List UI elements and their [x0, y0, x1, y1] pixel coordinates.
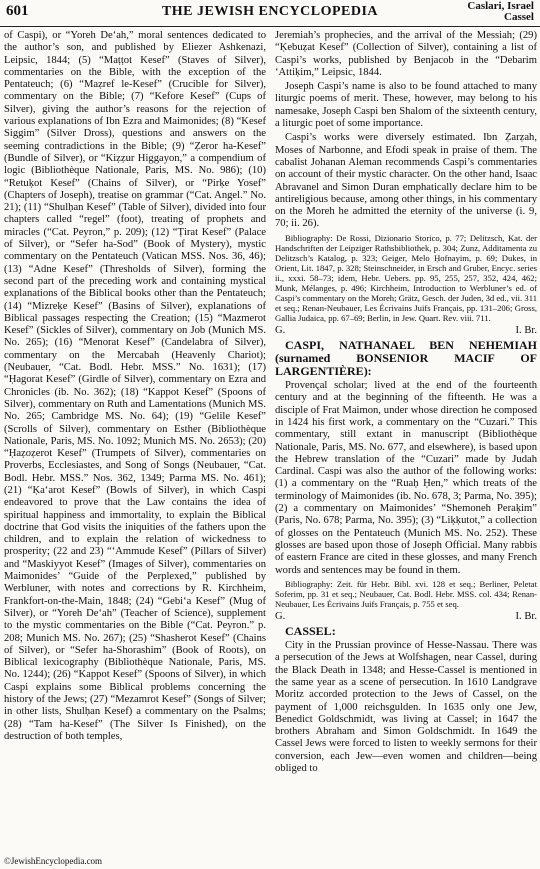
page-number: 601 [6, 3, 29, 19]
paragraph: Provençal scholar; lived at the end of the fourteenth century and at the beginning of the fifteenth. He was a disciple of Frat Maimon, under whose direction he composed in 1424 his first work, a commentary on the “Cuzari.” This commentary, still extant in manuscript (Bibliothèque Nationale, Paris, MS. No. 677, and elsewhere), is based upon the Hebrew translation of the “Cuzari” made by Judah Cardinal. Caspi was also the author of the following works: (1) a commentary on the “Ruaḥ Ḥen,” which treats of the terminology of Maimonides (ib. No. 678, 3; Parma, No. 395); (2) a commentary on Maimonides’ “Shemoneh Peraḳim” (Paris, No. 678; Parma, No. 395); (3) “Liḳḳutot,” a collection of glosses on the Pentateuch (Munich MS. No. 252). These glosses are based upon those of Joseph Official. Many rabbis of eastern France are cited in these glosses, and many French words and sentences may be found in them. [275, 380, 537, 576]
right-column [275, 30, 537, 848]
entry-title: CASSEL: [285, 624, 336, 639]
signature-initial: G. [275, 324, 286, 336]
running-title: THE JEWISH ENCYCLOPEDIA [161, 4, 379, 19]
page-header [0, 0, 540, 27]
left-column [4, 30, 266, 848]
site-credit: ©JewishEncyclopedia.com [4, 856, 103, 866]
paragraph: Jeremiah’s prophecies, and the arrival of the Messiah; (29) “Ḳebuẓat Kesef” (Collection of Silver), containing a list of Caspi’s works, published by Benjacob in the “Debarim ‘Attiḳim,” Leipsic, 1844. [275, 30, 537, 78]
paragraph: City in the Prussian province of Hesse-Nassau. There was a persecution of the Jews at Wolfshagen, near Cassel, during the Black Death in 1348; and Hesse-Cassel is mentioned in the same year as a scene of persecution. In 1610 Landgrave Moritz accorded protection to the Jews of Cassel, on the payment of 1,000 reichsgulden. In 1635 only one Jew, Benedict Goldschmidt, was living at Cassel; in 1647 the brothers Abraham and Simon Goldschmidt. In 1649 the Cassel Jews were forced to listen to weekly sermons for their conversion, each Jew—even women and children—being obliged to [275, 640, 537, 775]
bibliography: Bibliography: Zeit. für Hebr. Bibl. xvi. 128 et seq.; Berliner, Peletat Soferim, pp. 31 et seq.; Neubauer, Cat. Bodl. Hebr. MSS. col. 434; Renan-Neubauer, Les Écrivains Juifs Français, p. 755 et seq. [275, 578, 537, 609]
author-signature [275, 611, 537, 623]
guide-word-last: Cassel [504, 11, 534, 23]
signature-initial: G. [275, 610, 286, 622]
guide-word-first: Caslari, Israel [467, 0, 534, 12]
paragraph: Joseph Caspi’s name is also to be found attached to many liturgic poems of merit. These, however, may belong to his namesake, Joseph Caspi ben Shalom of the sixteenth century, a liturgic poet of some importance. [275, 81, 537, 130]
signature-author: I. Br. [515, 324, 537, 336]
bibliography: Bibliography: De Rossi, Dizionario Storico, p. 77; Delitzsch, Kat. der Handschriften der Leipziger Rathsbibliothek, p. 304; Zunz, Additamenta zu Delitzsch’s Katalog, p. 323; Geiger, Melo Ḥofnayim, p. 69; Dukes, in Orient, Lit. 1847, p. 328; Steinschneider, in Ersch and Gruber, Encyc. series ii., xxxi. 58–73; idem, Hebr. Uebers. pp. 95, 255, 257, 352, 424, 462; Munk, Mélanges, p. 496; Kirchheim, Introduction to Werbluner’s ed. of Caspi’s commentary on the Moreh; Grätz, Gesch. der Juden, 3d ed., vii. 311 et seq.; Renan-Neubauer, Les Écrivains Juifs Français, pp. 131–206; Gross, Gallia Judaica, pp. 67–69; Berlin, in Jew. Quart. Rev. viii. 711. [275, 232, 537, 323]
paragraph: Caspi’s works were diversely estimated. Ibn Ẓarẓah, Moses of Narbonne, and Efodi speak in praise of them. The cabalist Johanan Aleman recommends Caspi’s commentaries on account of their mystic character. On the other hand, Isaac Abravanel and Simon Duran emphatically declare him to be antireligious because, among other things, in his commentary on the Moreh he admitted the eternity of the universe (i. 9, 70; ii. 26). [275, 132, 537, 230]
paragraph: of Caspi), or “Yoreh De‘ah,” moral sentences dedicated to the author’s son, and published by Eliezer Ashkenazi, Leipsic, 1844; (5) “Maṭṭot Kesef” (Staves of Silver), commentaries on the Bible, with the exception of the Pentateuch; (6) “Maẓref le-Kesef” (Crucible for Silver), commentary on the Bible; (7) “Kefore Kesef” (Cups of Silver), giving the author’s reasons for the rejection of various explanations of Ibn Ezra and Maimonides; (8) “Kesef Siggim” (Silver Dross), questions and answers on the seeming contradictions in the Bible; (9) “Ẓeror ha-Kesef” (Bundle of Silver), or “Kiẓẓur Higgayon,” a compendium of logic (Bibliothèque Nationale, Paris, MS. No. 986); (10) “Retuḳot Kesef” (Chains of Silver), or “Pirḳe Yosef” (Chapters of Joseph), treatise on grammar (“Cat. Angel.” No. 21); (11) “Shulḥan Kesef” (Table of Silver), divided into four chapters called “regel” (foot), treating of prophets and miracles (“Cat. Peyron,” p. 209); (12) “Ṭirat Kesef” (Palace of Silver), or “Sefer ha-Sod” (Book of Mystery), mystic commentary on the Pentateuch (Vatican MSS. Nos. 36, 46); (13) “Adne Kesef” (Thresholds of Silver), forming the second part of the preceding work and containing mystical explanations of the Biblical books other than the Pentateuch; (14) “Mizreḳe Kesef” (Basins of Silver), explanations of Biblical passages respecting the Creation; (15) “Mazmerot Kesef” (Sickles of Silver), commentary on Job (Munich MS. No. 265); (16) “Menorat Kesef” (Candelabra of Silver), commentary on the Mercabah (Heavenly Chariot); (Neubauer, “Cat. Bodl. Hebr. MSS.” No. 1631); (17) “Ḥagorat Kesef” (Girdle of Silver), commentary on Ezra and Chronicles (ib. No. 362); (18) “Kappot Kesef” (Spoons of Silver), commentary on Ruth and Lamentations (Munich MS. No. 265; Cambridge MS. No. 64); (19) “Gelile Kesef” (Scrolls of Silver), commentary on Esther (Bibliothèque Nationale, Paris, MS. No. 1092; Munich MS. No. 2653); (20) “Ḥaẓoẓerot Kesef” (Trumpets of Silver), commentaries on Proverbs, Ecclesiastes, and Song of Songs (Neubauer, “Cat. Bodl. Hebr. MSS.” Nos. 362, 1349; Parma MS. No. 461); (21) “Ḳa‘arot Kesef” (Bowls of Silver), in which Caspi endeavored to prove that the Law contains the idea of spiritual happiness and immortality, to explain the Biblical doctrine that God visits the iniquities of the fathers upon the children, and to explain the relation of wickedness to prosperity; (22 and 23) “‘Ammude Kesef” (Pillars of Silver) and “Maskiyyot Kesef” (Images of Silver), commentaries on Maimonides’ “Guide of the Perplexed,” published by Werbluner, with notes and corrections by R. Kirchheim, Frankfort-on-the-Main, 1848; (24) “Gebi‘a Kesef” (Mug of Silver), or “Yoreh De‘ah” (Teacher of Science), supplement to the mystic commentaries on the Bible (“Cat. Peyron.” p. 208; Munich MS. No. 267); (25) “Shasherot Kesef” (Chains of Silver), or “Sefer ha-Shorashim” (Book of Roots), on Biblical lexicography (Bibliothèque Nationale, Paris, MS. No. 1244); (26) “Kappot Kesef” (Spoons of Silver), in which Caspi explains some Biblical problems concerning the history of the Jews; (27) “Mezamrot Kesef” (Songs of Silver; in other lists, Shulḥan Kesef) a commentary on the Psalms; (28) “Tam ha-Kesef” (The Silver Is Finished), on the destruction of both temples, [4, 30, 266, 742]
signature-author: I. Br. [515, 610, 537, 622]
entry-title: CASPI, NATHANAEL BEN NEHEMIAH (surnamed BONSENIOR MACIF OF LARGENTIÈRE): [275, 338, 537, 379]
header-guide-words [467, 1, 534, 23]
author-signature [275, 325, 537, 337]
